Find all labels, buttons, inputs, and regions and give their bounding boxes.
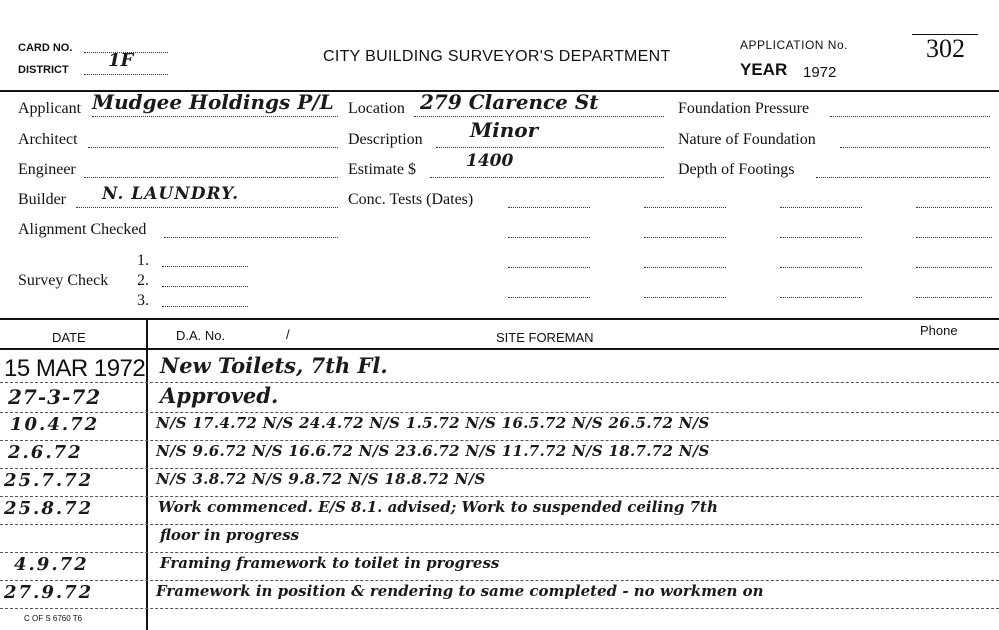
log-date: 10.4.72 — [10, 414, 100, 435]
depth-footings-line — [816, 177, 990, 178]
year-value: 1972 — [803, 64, 837, 81]
log-entry: N/S 17.4.72 N/S 24.4.72 N/S 1.5.72 N/S 16.5.72 N/S 26.5.72 N/S — [156, 414, 710, 432]
card-no-label: CARD NO. — [18, 42, 73, 54]
survey-check-label: Survey Check — [18, 272, 109, 289]
applicant-label: Applicant — [18, 100, 82, 117]
conc-line — [644, 237, 726, 238]
district-label: DISTRICT — [18, 64, 69, 76]
conc-line — [916, 207, 992, 208]
conc-line — [508, 237, 590, 238]
log-date: 25.8.72 — [4, 498, 94, 519]
log-entry: Approved. — [160, 383, 279, 408]
log-row-divider — [0, 496, 999, 497]
log-entry: N/S 3.8.72 N/S 9.8.72 N/S 18.8.72 N/S — [156, 470, 486, 488]
log-date-header: DATE — [52, 330, 86, 345]
description-label: Description — [348, 131, 423, 148]
nature-foundation-label: Nature of Foundation — [678, 131, 816, 148]
conc-line — [644, 207, 726, 208]
survey-line-3 — [162, 306, 248, 307]
log-row-divider — [0, 468, 999, 469]
conc-line — [508, 207, 590, 208]
log-date: 4.9.72 — [14, 554, 89, 575]
log-entry: floor in progress — [160, 526, 300, 544]
survey-line-2 — [162, 286, 248, 287]
log-row-divider — [0, 608, 999, 609]
estimate-value: 1400 — [466, 151, 514, 171]
description-line — [436, 147, 664, 148]
description-value: Minor — [470, 118, 539, 142]
alignment-label: Alignment Checked — [18, 221, 147, 238]
log-row-divider — [0, 580, 999, 581]
log-date: 27-3-72 — [8, 385, 102, 409]
log-row-divider — [0, 440, 999, 441]
log-row-divider — [0, 382, 999, 383]
engineer-line — [84, 177, 338, 178]
conc-line — [780, 267, 862, 268]
foundation-pressure-line — [830, 116, 990, 117]
log-row-divider — [0, 524, 999, 525]
log-entry: Framing framework to toilet in progress — [160, 554, 500, 572]
conc-line — [916, 267, 992, 268]
log-entry: N/S 9.6.72 N/S 16.6.72 N/S 23.6.72 N/S 11.7.72 N/S 18.7.72 N/S — [156, 442, 710, 460]
log-phone-header: Phone — [920, 323, 958, 338]
year-label: YEAR — [740, 60, 788, 79]
log-site-foreman-header: SITE FOREMAN — [496, 330, 594, 345]
form-code: C OF S 6760 T6 — [24, 614, 83, 623]
builder-label: Builder — [18, 191, 66, 208]
log-date: 27.9.72 — [4, 582, 94, 603]
depth-footings-label: Depth of Footings — [678, 161, 795, 178]
estimate-label: Estimate $ — [348, 161, 416, 178]
conc-line — [780, 207, 862, 208]
log-row-divider — [0, 412, 999, 413]
conc-line — [508, 297, 590, 298]
engineer-label: Engineer — [18, 161, 76, 178]
log-entry: Framework in position & rendering to same completed - no workmen on — [156, 582, 764, 600]
foundation-pressure-label: Foundation Pressure — [678, 100, 810, 117]
architect-line — [88, 147, 338, 148]
architect-label: Architect — [18, 131, 78, 148]
conc-line — [644, 297, 726, 298]
estimate-line — [430, 177, 664, 178]
log-da-header: D.A. No. — [176, 328, 226, 343]
location-value: 279 Clarence St — [420, 90, 599, 114]
applicant-line — [92, 116, 338, 117]
log-date: 2.6.72 — [8, 442, 83, 463]
conc-line — [916, 237, 992, 238]
nature-foundation-line — [840, 147, 990, 148]
log-top-rule — [0, 318, 999, 320]
application-number: 302 — [926, 34, 965, 63]
district-line — [84, 74, 168, 75]
conc-line — [780, 237, 862, 238]
conc-line — [780, 297, 862, 298]
department-title: CITY BUILDING SURVEYOR'S DEPARTMENT — [323, 48, 671, 65]
log-header-rule — [0, 348, 999, 350]
log-date: 25.7.72 — [4, 470, 94, 491]
location-label: Location — [348, 100, 405, 117]
applicant-value: Mudgee Holdings P/L — [92, 90, 334, 114]
log-date: 15 MAR 1972 — [4, 355, 146, 382]
alignment-line — [164, 237, 338, 238]
builder-line — [76, 207, 338, 208]
survey-item-3: 3. — [137, 292, 149, 309]
survey-item-1: 1. — [137, 252, 149, 269]
location-line — [414, 116, 664, 117]
builder-value: N. LAUNDRY. — [102, 184, 240, 204]
survey-item-2: 2. — [137, 272, 149, 289]
district-value: 1F — [108, 50, 134, 71]
log-slash: / — [286, 327, 290, 342]
log-row-divider — [0, 552, 999, 553]
conc-line — [508, 267, 590, 268]
application-label: APPLICATION No. — [740, 38, 848, 52]
conc-tests-label: Conc. Tests (Dates) — [348, 191, 474, 208]
conc-line — [644, 267, 726, 268]
conc-line — [916, 297, 992, 298]
survey-line-1 — [162, 266, 248, 267]
date-column-divider — [146, 318, 148, 630]
log-entry: New Toilets, 7th Fl. — [160, 353, 388, 378]
log-entry: Work commenced. E/S 8.1. advised; Work to suspended ceiling 7th — [158, 498, 718, 516]
